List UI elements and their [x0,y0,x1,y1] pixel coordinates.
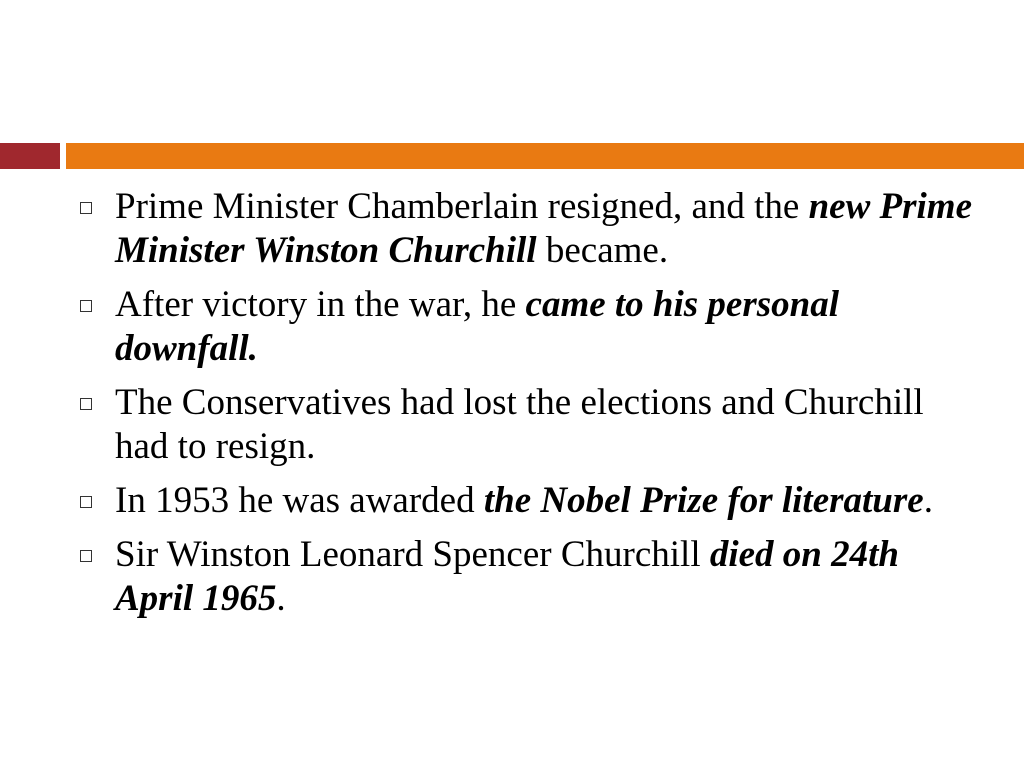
bullet-text: The Conservatives had lost the elections and Churchill had to resign. [115,382,924,467]
square-bullet-icon [80,550,92,562]
bullet-text: After victory in the war, he came to his personal downfall. [115,284,840,369]
square-bullet-icon [80,496,92,508]
square-bullet-icon [80,202,92,214]
bullet-text: Prime Minister Chamberlain resigned, and the new Prime Minister Winston Churchill became. [115,186,973,271]
bullet-text: Sir Winston Leonard Spencer Churchill died on 24th April 1965. [115,534,899,619]
bullet-item [80,283,980,371]
bullet-item [80,381,980,469]
bullet-item [80,185,980,273]
bullet-text: In 1953 he was awarded the Nobel Prize for literature. [115,480,933,521]
accent-bar-right [66,143,1024,169]
bullet-item [80,533,980,621]
square-bullet-icon [80,300,92,312]
accent-bar-left [0,143,60,169]
bullet-list [80,185,980,631]
bullet-item [80,479,980,523]
square-bullet-icon [80,398,92,410]
